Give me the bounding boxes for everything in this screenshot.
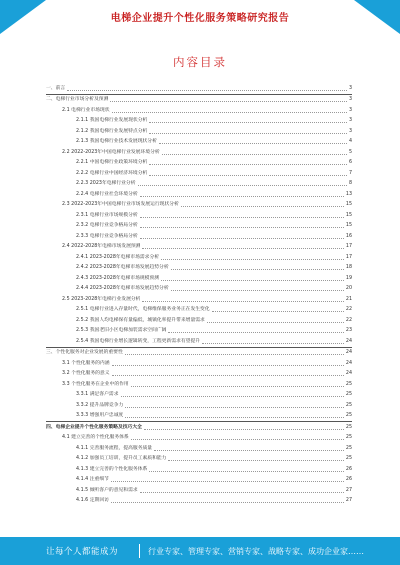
toc-leader-dots	[112, 365, 344, 366]
toc-entry-page: 17	[345, 254, 352, 260]
toc-entry[interactable]	[46, 496, 352, 507]
toc-leader-dots	[168, 460, 343, 461]
toc-entry[interactable]	[46, 390, 352, 401]
toc-entry[interactable]	[46, 137, 352, 148]
toc-entry[interactable]	[46, 315, 352, 326]
toc-leader-dots	[67, 90, 347, 91]
toc-entry-title: 2.4 2022-2028年电梯市场发展预测	[62, 244, 141, 249]
toc-leader-dots	[112, 375, 344, 376]
toc-entry-page: 3	[348, 107, 352, 113]
toc-leader-dots	[111, 502, 344, 503]
toc-entry-page: 22	[345, 307, 352, 312]
toc-entry[interactable]	[46, 336, 352, 348]
toc-entry-title: 2.1.2 我国电梯行业发展特点分析	[76, 128, 148, 134]
toc-entry-title: 4.1.5 倾听客户的意见和需求	[76, 487, 138, 493]
header-bar	[0, 0, 400, 34]
toc-entry-title: 2.4.4 2023-2028年电梯市场发展趋势分析	[76, 286, 169, 291]
toc-entry[interactable]	[46, 358, 352, 369]
toc-entry-page: 3	[348, 97, 352, 102]
toc-entry[interactable]	[46, 485, 352, 496]
toc-entry-title: 2.3.3 电梯行业竞争格局分析	[76, 233, 138, 239]
toc-entry-page: 17	[345, 244, 352, 249]
toc-entry-page: 18	[345, 265, 352, 270]
toc-entry-page: 5	[348, 149, 352, 155]
toc-entry-title: 2.2 2022-2023年中国电梯行业发展环境分析	[62, 149, 160, 155]
toc-entry-page: 25	[345, 456, 352, 461]
toc-entry-page: 4	[348, 139, 352, 144]
toc-entry[interactable]	[46, 126, 352, 137]
toc-entry-page: 3	[348, 118, 352, 123]
toc-entry-page: 15	[345, 202, 352, 207]
toc-entry[interactable]	[46, 369, 352, 380]
toc-entry-page: 25	[345, 445, 352, 451]
toc-entry[interactable]	[46, 475, 352, 486]
toc-entry-title: 2.5.3 我国老旧小区电梯加装需求空间广阔	[76, 328, 167, 333]
toc-entry-page: 25	[345, 413, 352, 418]
toc-entry-title: 三、个性化服务对企业发展的重要性	[46, 350, 123, 355]
toc-entry-page: 27	[345, 498, 352, 503]
toc-entry-page: 25	[345, 424, 352, 430]
toc-entry-page: 24	[345, 350, 352, 355]
table-of-contents	[46, 83, 352, 506]
toc-entry-page: 6	[348, 160, 352, 165]
toc-entry-title: 4.1.3 建立完善的个性化服务体系	[76, 466, 148, 472]
document-title: 电梯企业提升个性化服务策略研究报告	[110, 13, 290, 24]
toc-entry[interactable]	[46, 433, 352, 444]
toc-entry-title: 4.1.6 定期回访	[76, 498, 109, 503]
toc-entry[interactable]	[46, 210, 352, 221]
toc-entry-page: 15	[345, 212, 352, 218]
footer-slogan: 让每个人都能成为	[46, 547, 119, 557]
toc-leader-dots	[131, 439, 344, 440]
toc-entry[interactable]	[46, 263, 352, 274]
toc-entry-title: 二、电梯行业市场分析及预测	[46, 97, 109, 102]
toc-entry[interactable]	[46, 379, 352, 390]
toc-entry-page: 25	[345, 435, 352, 440]
toc-leader-dots	[121, 396, 344, 397]
toc-entry-title: 4.1.4 注重细节	[76, 477, 109, 482]
toc-entry-page: 26	[345, 466, 352, 472]
toc-entry[interactable]	[46, 294, 352, 305]
toc-leader-dots	[149, 122, 347, 123]
toc-leader-dots	[171, 269, 344, 270]
toc-entry[interactable]	[46, 252, 352, 263]
toc-entry-title: 2.2.3 2023年电梯行业分析	[76, 181, 136, 186]
toc-entry-page: 26	[345, 477, 352, 482]
toc-leader-dots	[140, 196, 344, 197]
footer-experts: 行业专家、管理专家、营销专家、战略专家、成功企业家……	[148, 546, 364, 556]
toc-entry-page: 24	[345, 371, 352, 376]
toc-entry[interactable]	[46, 158, 352, 169]
toc-leader-dots	[161, 259, 344, 260]
toc-entry-title: 2.4.3 2023-2028年电梯市场规模预测	[76, 275, 160, 281]
toc-entry-title: 2.1.3 我国电梯行业技术发展现状分析	[76, 139, 157, 144]
toc-leader-dots	[112, 112, 347, 113]
toc-entry-page: 25	[345, 392, 352, 397]
toc-leader-dots	[161, 280, 344, 281]
toc-entry[interactable]	[46, 273, 352, 284]
toc-entry-title: 4.1.2 加强员工培训，提升员工素质和能力	[76, 456, 167, 461]
toc-entry-title: 3.2 个性化服务的意义	[62, 371, 110, 376]
toc-entry-title: 2.4.1 2023-2028年电梯市场需求分析	[76, 254, 160, 260]
toc-entry-title: 2.1 电梯行业市场现状	[62, 107, 110, 113]
toc-entry-title: 2.3 2022-2023年中国电梯行业市场发展运行现状分析	[62, 202, 179, 207]
toc-entry-page: 24	[345, 338, 352, 344]
toc-leader-dots	[202, 343, 344, 344]
toc-entry-page: 20	[345, 286, 352, 291]
toc-entry[interactable]	[46, 326, 352, 337]
toc-entry[interactable]	[46, 147, 352, 158]
toc-entry-title: 4.1.1 完善服务流程，提高服务质量	[76, 445, 153, 451]
toc-entry-page: 19	[345, 275, 352, 281]
toc-leader-dots	[162, 154, 347, 155]
toc-entry-title: 2.3.1 电梯行业市场规模分析	[76, 212, 138, 218]
toc-entry[interactable]	[46, 95, 352, 106]
footer-divider	[139, 544, 140, 558]
toc-entry-title: 2.5.1 电梯行业进入存量时代，电梯维保服务业务正在发生变化	[76, 307, 210, 312]
toc-entry-title: 3.1 个性化服务的内涵	[62, 360, 110, 366]
toc-leader-dots	[125, 354, 344, 355]
toc-leader-dots	[138, 185, 347, 186]
toc-leader-dots	[144, 429, 344, 430]
toc-leader-dots	[168, 332, 343, 333]
toc-entry[interactable]	[46, 400, 352, 411]
toc-entry-title: 四、电梯企业提升个性化服务策略及技巧大全	[46, 424, 142, 430]
footer-bar	[0, 537, 400, 565]
toc-entry-title: 2.2.1 中国电梯行业政策环境分析	[76, 160, 148, 165]
toc-entry[interactable]	[46, 105, 352, 116]
toc-leader-dots	[140, 227, 344, 228]
toc-entry-title: 2.5.2 我国人均电梯保有量偏低，城镇化率提升带来增量需求	[76, 317, 205, 323]
toc-entry[interactable]	[46, 179, 352, 190]
toc-entry[interactable]	[46, 443, 352, 454]
toc-leader-dots	[171, 290, 344, 291]
toc-leader-dots	[140, 238, 344, 239]
toc-entry-title: 2.5 2023-2028年电梯行业发展分析	[62, 296, 141, 302]
toc-leader-dots	[140, 492, 344, 493]
toc-entry-page: 24	[345, 360, 352, 366]
toc-leader-dots	[181, 206, 344, 207]
toc-entry-title: 3.3 个性化服务在企业中的作用	[62, 381, 129, 387]
toc-leader-dots	[154, 450, 344, 451]
toc-leader-dots	[131, 386, 344, 387]
toc-entry-page: 23	[345, 328, 352, 333]
toc-entry-title: 4.1 建立完善的个性化服务体系	[62, 435, 129, 440]
toc-entry[interactable]	[46, 284, 352, 295]
toc-entry[interactable]	[46, 305, 352, 316]
toc-entry-title: 3.3.3 增强用户忠诚度	[76, 413, 124, 418]
toc-entry-title: 一、前言	[46, 85, 66, 91]
toc-entry[interactable]	[46, 189, 352, 200]
toc-leader-dots	[149, 175, 347, 176]
toc-entry[interactable]	[46, 231, 352, 242]
toc-leader-dots	[125, 417, 344, 418]
toc-entry-title: 2.3.2 电梯行业竞争格局分析	[76, 223, 138, 228]
toc-entry-page: 15	[345, 223, 352, 228]
toc-entry[interactable]	[46, 116, 352, 127]
toc-leader-dots	[142, 301, 343, 302]
toc-entry-page: 7	[348, 170, 352, 176]
toc-entry[interactable]	[46, 454, 352, 465]
toc-entry[interactable]	[46, 200, 352, 211]
toc-entry[interactable]	[46, 464, 352, 475]
toc-entry[interactable]	[46, 221, 352, 232]
toc-leader-dots	[149, 164, 347, 165]
toc-entry[interactable]	[46, 242, 352, 253]
toc-entry-page: 25	[345, 381, 352, 387]
toc-leader-dots	[110, 101, 347, 102]
toc-leader-dots	[125, 407, 344, 408]
toc-entry-title: 3.3.1 满足客户需求	[76, 392, 119, 397]
toc-entry-page: 3	[348, 85, 352, 91]
toc-entry[interactable]	[46, 168, 352, 179]
toc-entry-title: 2.2.4 电梯行业社会环境分析	[76, 191, 138, 197]
toc-leader-dots	[207, 322, 344, 323]
toc-entry-page: 16	[345, 233, 352, 239]
toc-leader-dots	[140, 217, 344, 218]
toc-entry-page: 27	[345, 487, 352, 493]
toc-entry[interactable]	[46, 422, 352, 433]
toc-leader-dots	[159, 143, 347, 144]
toc-entry-title: 2.4.2 2023-2028年电梯市场发展趋势分析	[76, 265, 169, 270]
toc-entry-page: 3	[348, 128, 352, 134]
toc-entry-title: 2.2.2 电梯行业中国经济环境分析	[76, 170, 148, 176]
toc-entry-page: 13	[345, 191, 352, 197]
toc-entry-page: 22	[345, 317, 352, 323]
toc-entry-page: 8	[348, 181, 352, 186]
toc-entry-title: 2.1.1 我国电梯行业发展现状分析	[76, 118, 148, 123]
toc-entry-page: 25	[345, 402, 352, 408]
toc-leader-dots	[142, 248, 343, 249]
toc-leader-dots	[212, 311, 344, 312]
toc-entry[interactable]	[46, 348, 352, 359]
toc-leader-dots	[149, 471, 344, 472]
toc-leader-dots	[149, 133, 347, 134]
toc-entry-title: 2.5.4 我国电梯行业增长逻辑转变，工程更新需求有望提升	[76, 338, 201, 344]
toc-entry-page: 21	[345, 296, 352, 302]
toc-heading: 内容目录	[173, 55, 227, 69]
toc-entry[interactable]	[46, 83, 352, 95]
toc-entry-title: 3.3.2 提升品牌竞争力	[76, 402, 124, 408]
toc-leader-dots	[111, 481, 344, 482]
toc-entry[interactable]	[46, 411, 352, 423]
